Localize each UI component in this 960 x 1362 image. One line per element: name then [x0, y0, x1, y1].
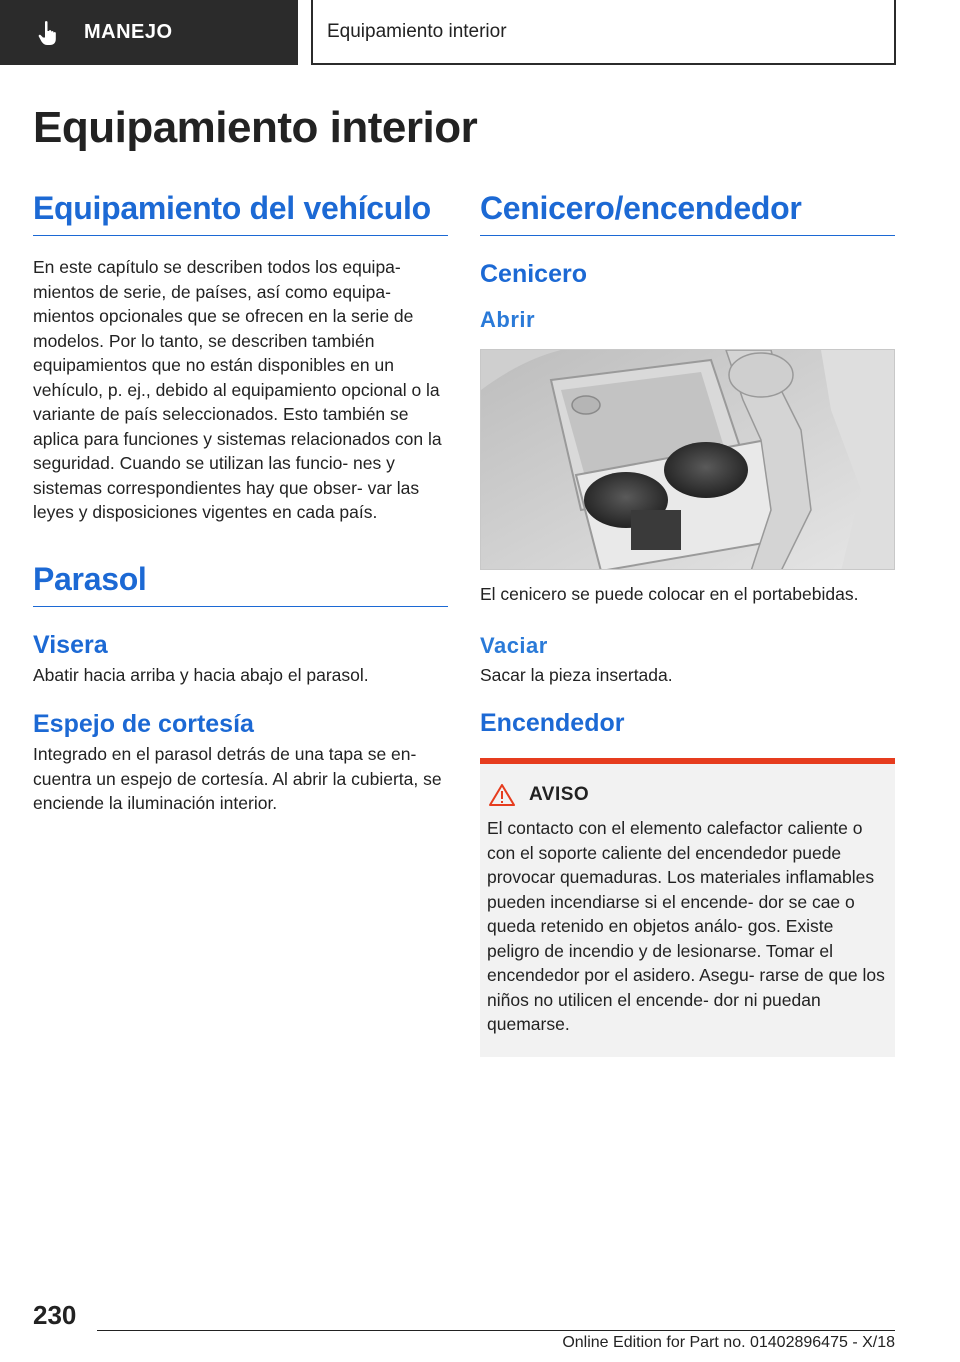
warning-box	[480, 758, 895, 1057]
espejo-text: Integrado en el parasol detrás de una tapa se en‐ cuentra un espejo de cortesía. Al abrir la cubierta, se enciende la iluminación interior.	[33, 744, 442, 813]
left-column	[33, 190, 448, 816]
footer-divider	[97, 1330, 895, 1331]
abrir-heading: Abrir	[480, 307, 536, 332]
page-number: 230	[33, 1300, 77, 1330]
footer-edition: Online Edition for Part no. 01402896475 - X/18	[562, 1334, 895, 1351]
warning-header	[487, 784, 885, 806]
cenicero-heading: Cenicero	[480, 260, 587, 288]
vehicle-equipment-heading: Equipamiento del vehículo	[33, 190, 448, 236]
cenicero-encendedor-heading: Cenicero/encendedor	[480, 190, 895, 236]
header-section-tab	[0, 0, 298, 65]
header-section-label: MANEJO	[84, 21, 173, 43]
header-chapter-tab	[311, 0, 896, 65]
parasol-heading: Parasol	[33, 561, 448, 607]
hand-pointer-icon	[38, 20, 60, 46]
encendedor-heading: Encendedor	[480, 709, 625, 737]
visera-heading: Visera	[33, 630, 108, 659]
right-column	[480, 190, 895, 1057]
warning-text: El contacto con el elemento calefactor caliente o con el soporte caliente del encendedor puede provocar quemaduras. Los materiales inflamables pueden incendiarse si el encende‐ dor se cae o queda retenido en objetos análo‐ gos. Existe peligro de incendio y de lesionarse. Tomar el encendedor por el asidero. Asegu‐ rarse de que los niños no utilicen el encende‐ dor ni puedan quemarse.	[487, 818, 885, 1034]
vehicle-equipment-text: En este capítulo se describen todos los equipa‐ mientos de serie, de países, así como equipa‐ mientos opcionales que se ofrecen en la serie de modelos. Por lo tanto, se describen también equipamientos que no están disponibles en un vehículo, p. ej., debido al equipamiento opcional o la variante de país seleccionados. Esto también se aplica para funciones y sistemas relacionados con la seguridad. Cuando se utilizan las funcio‐ nes y sistemas correspondientes hay que obser‐ var las leyes y disposiciones vigentes en cada país.	[33, 257, 442, 522]
warning-triangle-icon	[489, 784, 515, 806]
header-chapter-label: Equipamiento interior	[327, 20, 507, 42]
ashtray-cupholder-figure	[480, 349, 895, 570]
warning-title: AVISO	[529, 784, 590, 805]
ashtray-illustration	[481, 350, 895, 570]
page-title: Equipamiento interior	[33, 103, 478, 152]
vaciar-text: Sacar la pieza insertada.	[480, 664, 673, 685]
figure-caption: El cenicero se puede colocar en el portabebidas.	[480, 584, 859, 604]
vaciar-heading: Vaciar	[480, 632, 548, 658]
espejo-heading: Espejo de cortesía	[33, 710, 254, 738]
visera-text: Abatir hacia arriba y hacia abajo el parasol.	[33, 664, 369, 685]
